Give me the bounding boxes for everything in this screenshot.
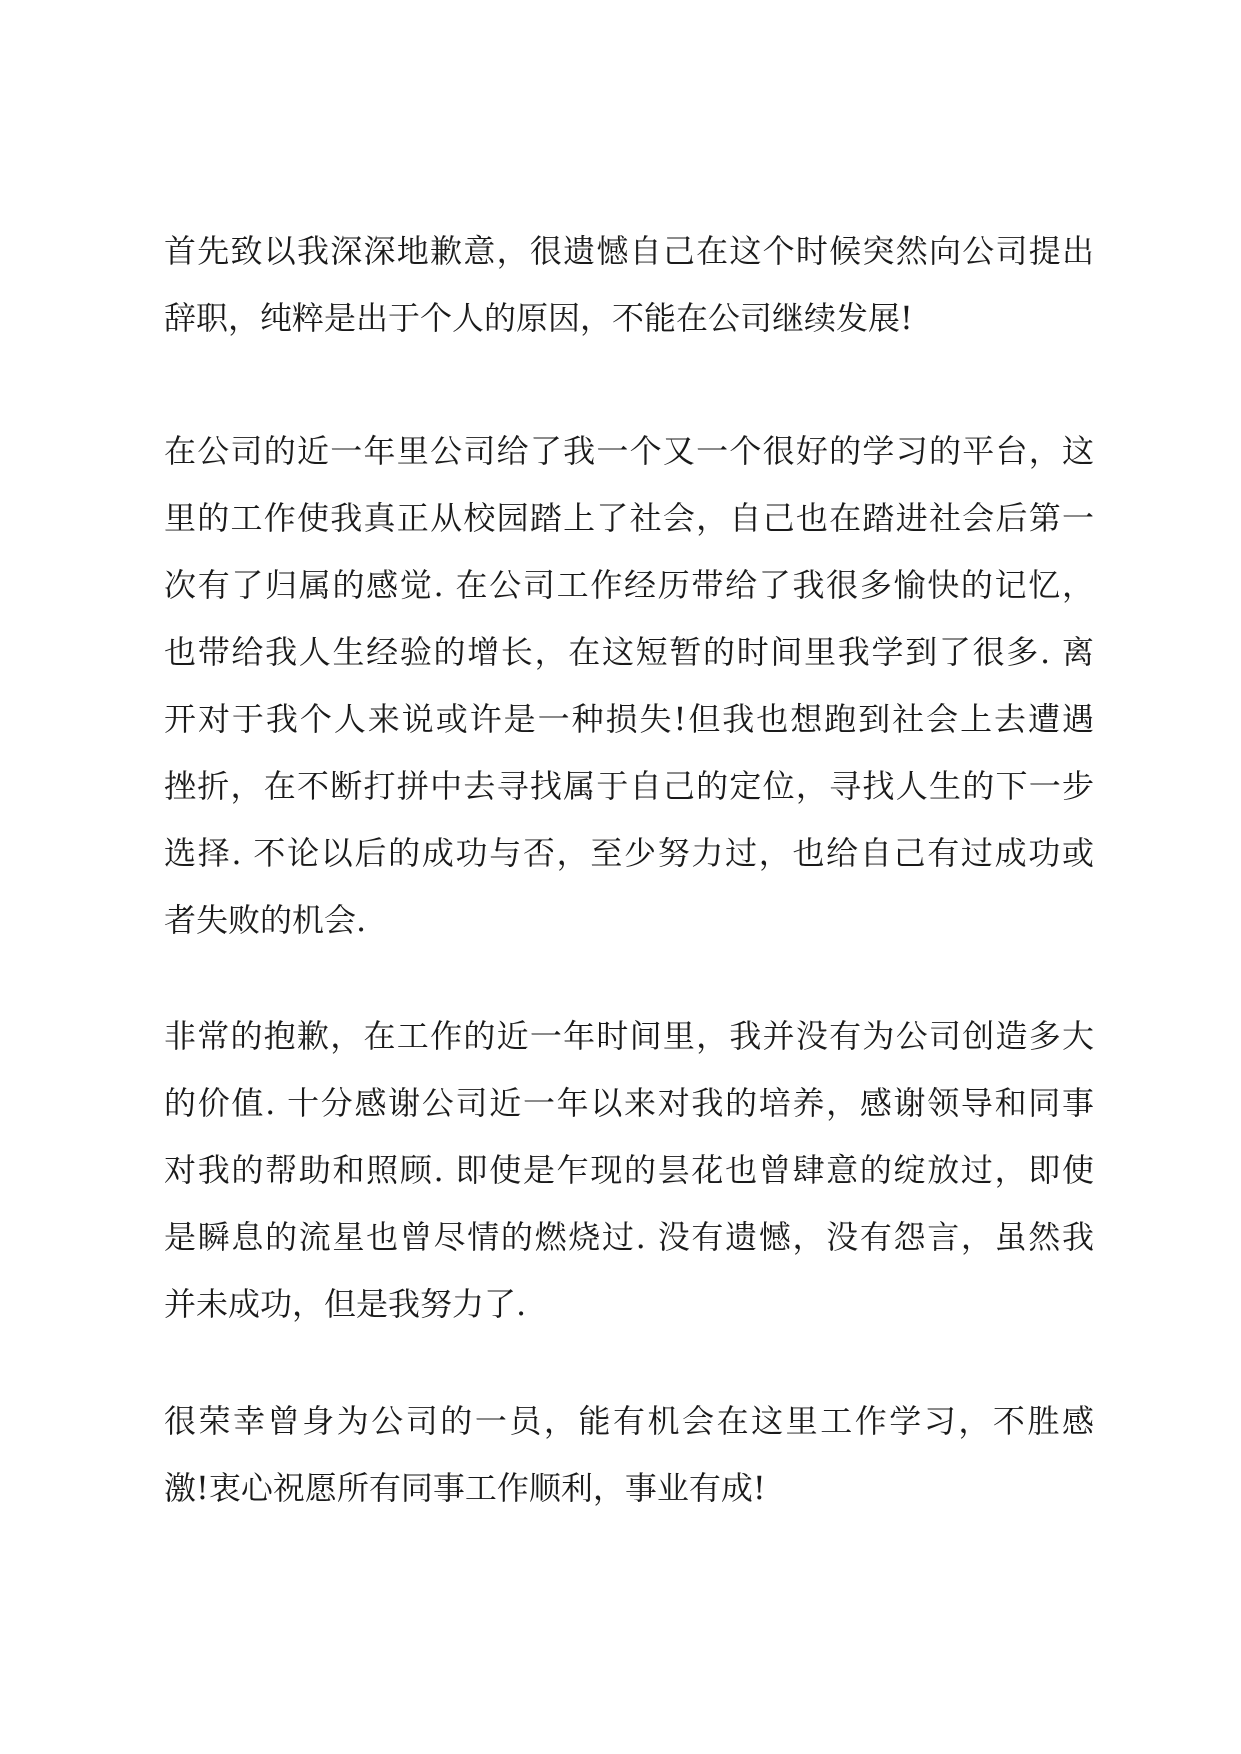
text-line: 非常的抱歉，在工作的近一年时间里，我并没有为公司创造多大: [164, 1017, 1094, 1055]
text-line: 里的工作使我真正从校园踏上了社会，自己也在踏进社会后第一: [164, 499, 1094, 537]
text-line: 次有了归属的感觉. 在公司工作经历带给了我很多愉快的记忆，: [164, 566, 1094, 604]
text-line: 并未成功，但是我努力了.: [164, 1285, 527, 1323]
text-line: 激!衷心祝愿所有同事工作顺利，事业有成!: [164, 1469, 766, 1507]
text-line: 很荣幸曾身为公司的一员，能有机会在这里工作学习，不胜感: [164, 1402, 1094, 1440]
text-line: 辞职，纯粹是出于个人的原因，不能在公司继续发展!: [164, 299, 913, 337]
paragraph-experience: [164, 418, 1094, 954]
text-line: 的价值. 十分感谢公司近一年以来对我的培养，感谢领导和同事: [164, 1084, 1094, 1122]
paragraph-apology: [164, 218, 1094, 352]
text-line: 是瞬息的流星也曾尽情的燃烧过. 没有遗憾，没有怨言，虽然我: [164, 1218, 1094, 1256]
text-line: 对我的帮助和照顾. 即使是乍现的昙花也曾肆意的绽放过，即使: [164, 1151, 1094, 1189]
text-line: 挫折，在不断打拼中去寻找属于自己的定位，寻找人生的下一步: [164, 767, 1094, 805]
text-line: 在公司的近一年里公司给了我一个又一个很好的学习的平台，这: [164, 432, 1094, 470]
text-line: 者失败的机会.: [164, 901, 367, 939]
text-line: 开对于我个人来说或许是一种损失!但我也想跑到社会上去遭遇: [164, 700, 1094, 738]
text-line: 选择. 不论以后的成功与否，至少努力过，也给自己有过成功或: [164, 834, 1094, 872]
paragraph-closing-wishes: [164, 1388, 1094, 1522]
text-line: 首先致以我深深地歉意，很遗憾自己在这个时候突然向公司提出: [164, 232, 1094, 270]
paragraph-gratitude: [164, 1003, 1094, 1338]
text-line: 也带给我人生经验的增长，在这短暂的时间里我学到了很多. 离: [164, 633, 1094, 671]
